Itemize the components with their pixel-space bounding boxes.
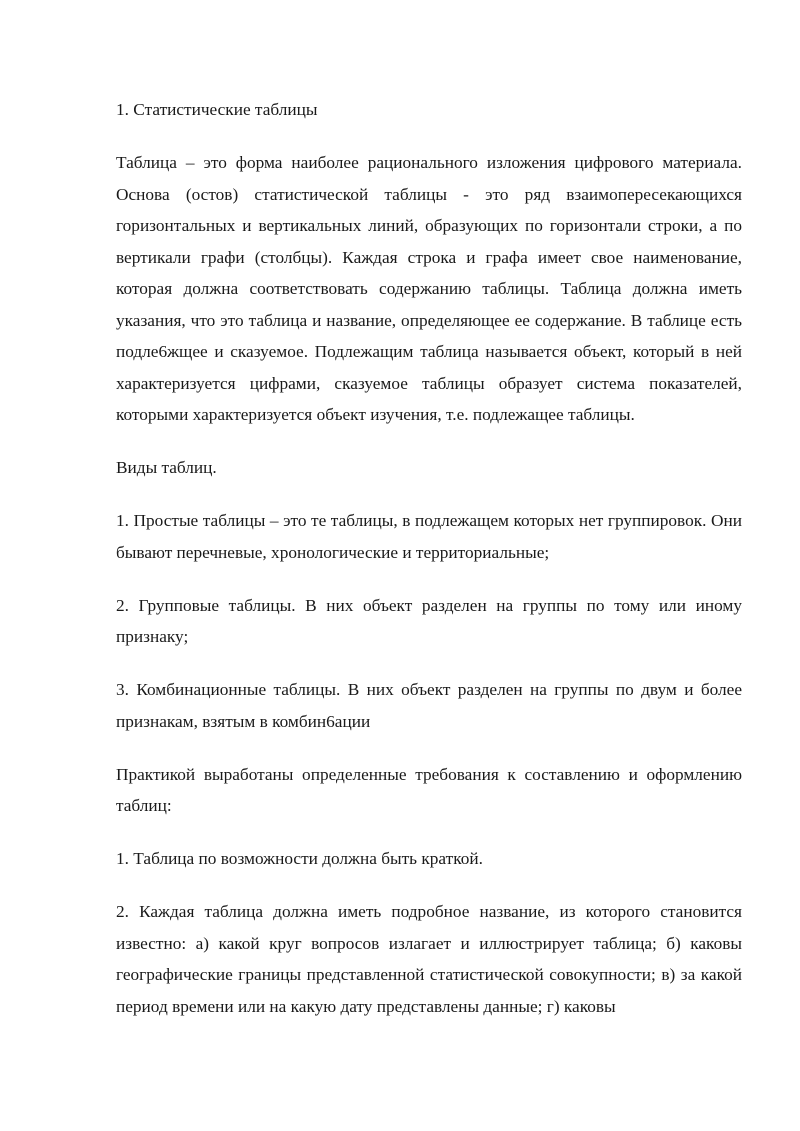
document-body [116, 94, 742, 1044]
type-item-combination: 3. Комбинационные таблицы. В них объект разделен на группы по двум и более признакам, взятым в комбин6ации [116, 680, 742, 731]
section-heading: 1. Статистические таблицы [116, 100, 318, 119]
requirement-item-1: 1. Таблица по возможности должна быть краткой. [116, 849, 483, 868]
requirement-item-2: 2. Каждая таблица должна иметь подробное название, из которого становится известно: а) какой круг вопросов излагает и иллюстрирует таблица; б) каковы географические границы представленной статистической совокупности; в) за какой период времени или на какую дату представлены данные; г) каковы [116, 902, 742, 1016]
requirements-intro-paragraph: Практикой выработаны определенные требования к составлению и оформлению таблиц: [116, 764, 742, 815]
intro-paragraph: Таблица – это форма наиболее рационального изложения цифрового материала. Основа (остов) статистической таблицы - это ряд взаимопересекающихся горизонтальных и вертикальных линий, образующих по горизонтали строки, а по вертикали графи (столбцы). Каждая строка и графа имеет свое наименование, которая должна соответствовать содержанию таблицы. Таблица должна иметь указания, что это таблица и название, определяющее ее содержание. В таблице есть подле6жщее и сказуемое. Подлежащим таблица называется объект, который в ней характеризуется цифрами, сказуемое таблицы образует система показателей, которыми характеризуется объект изучения, т.е. подлежащее таблицы. [116, 153, 742, 424]
type-item-group: 2. Групповые таблицы. В них объект разделен на группы по тому или иному признаку; [116, 595, 742, 646]
types-heading: Виды таблиц. [116, 458, 217, 477]
type-item-simple: 1. Простые таблицы – это те таблицы, в подлежащем которых нет группировок. Они бывают перечневые, хронологические и территориальные; [116, 511, 742, 562]
